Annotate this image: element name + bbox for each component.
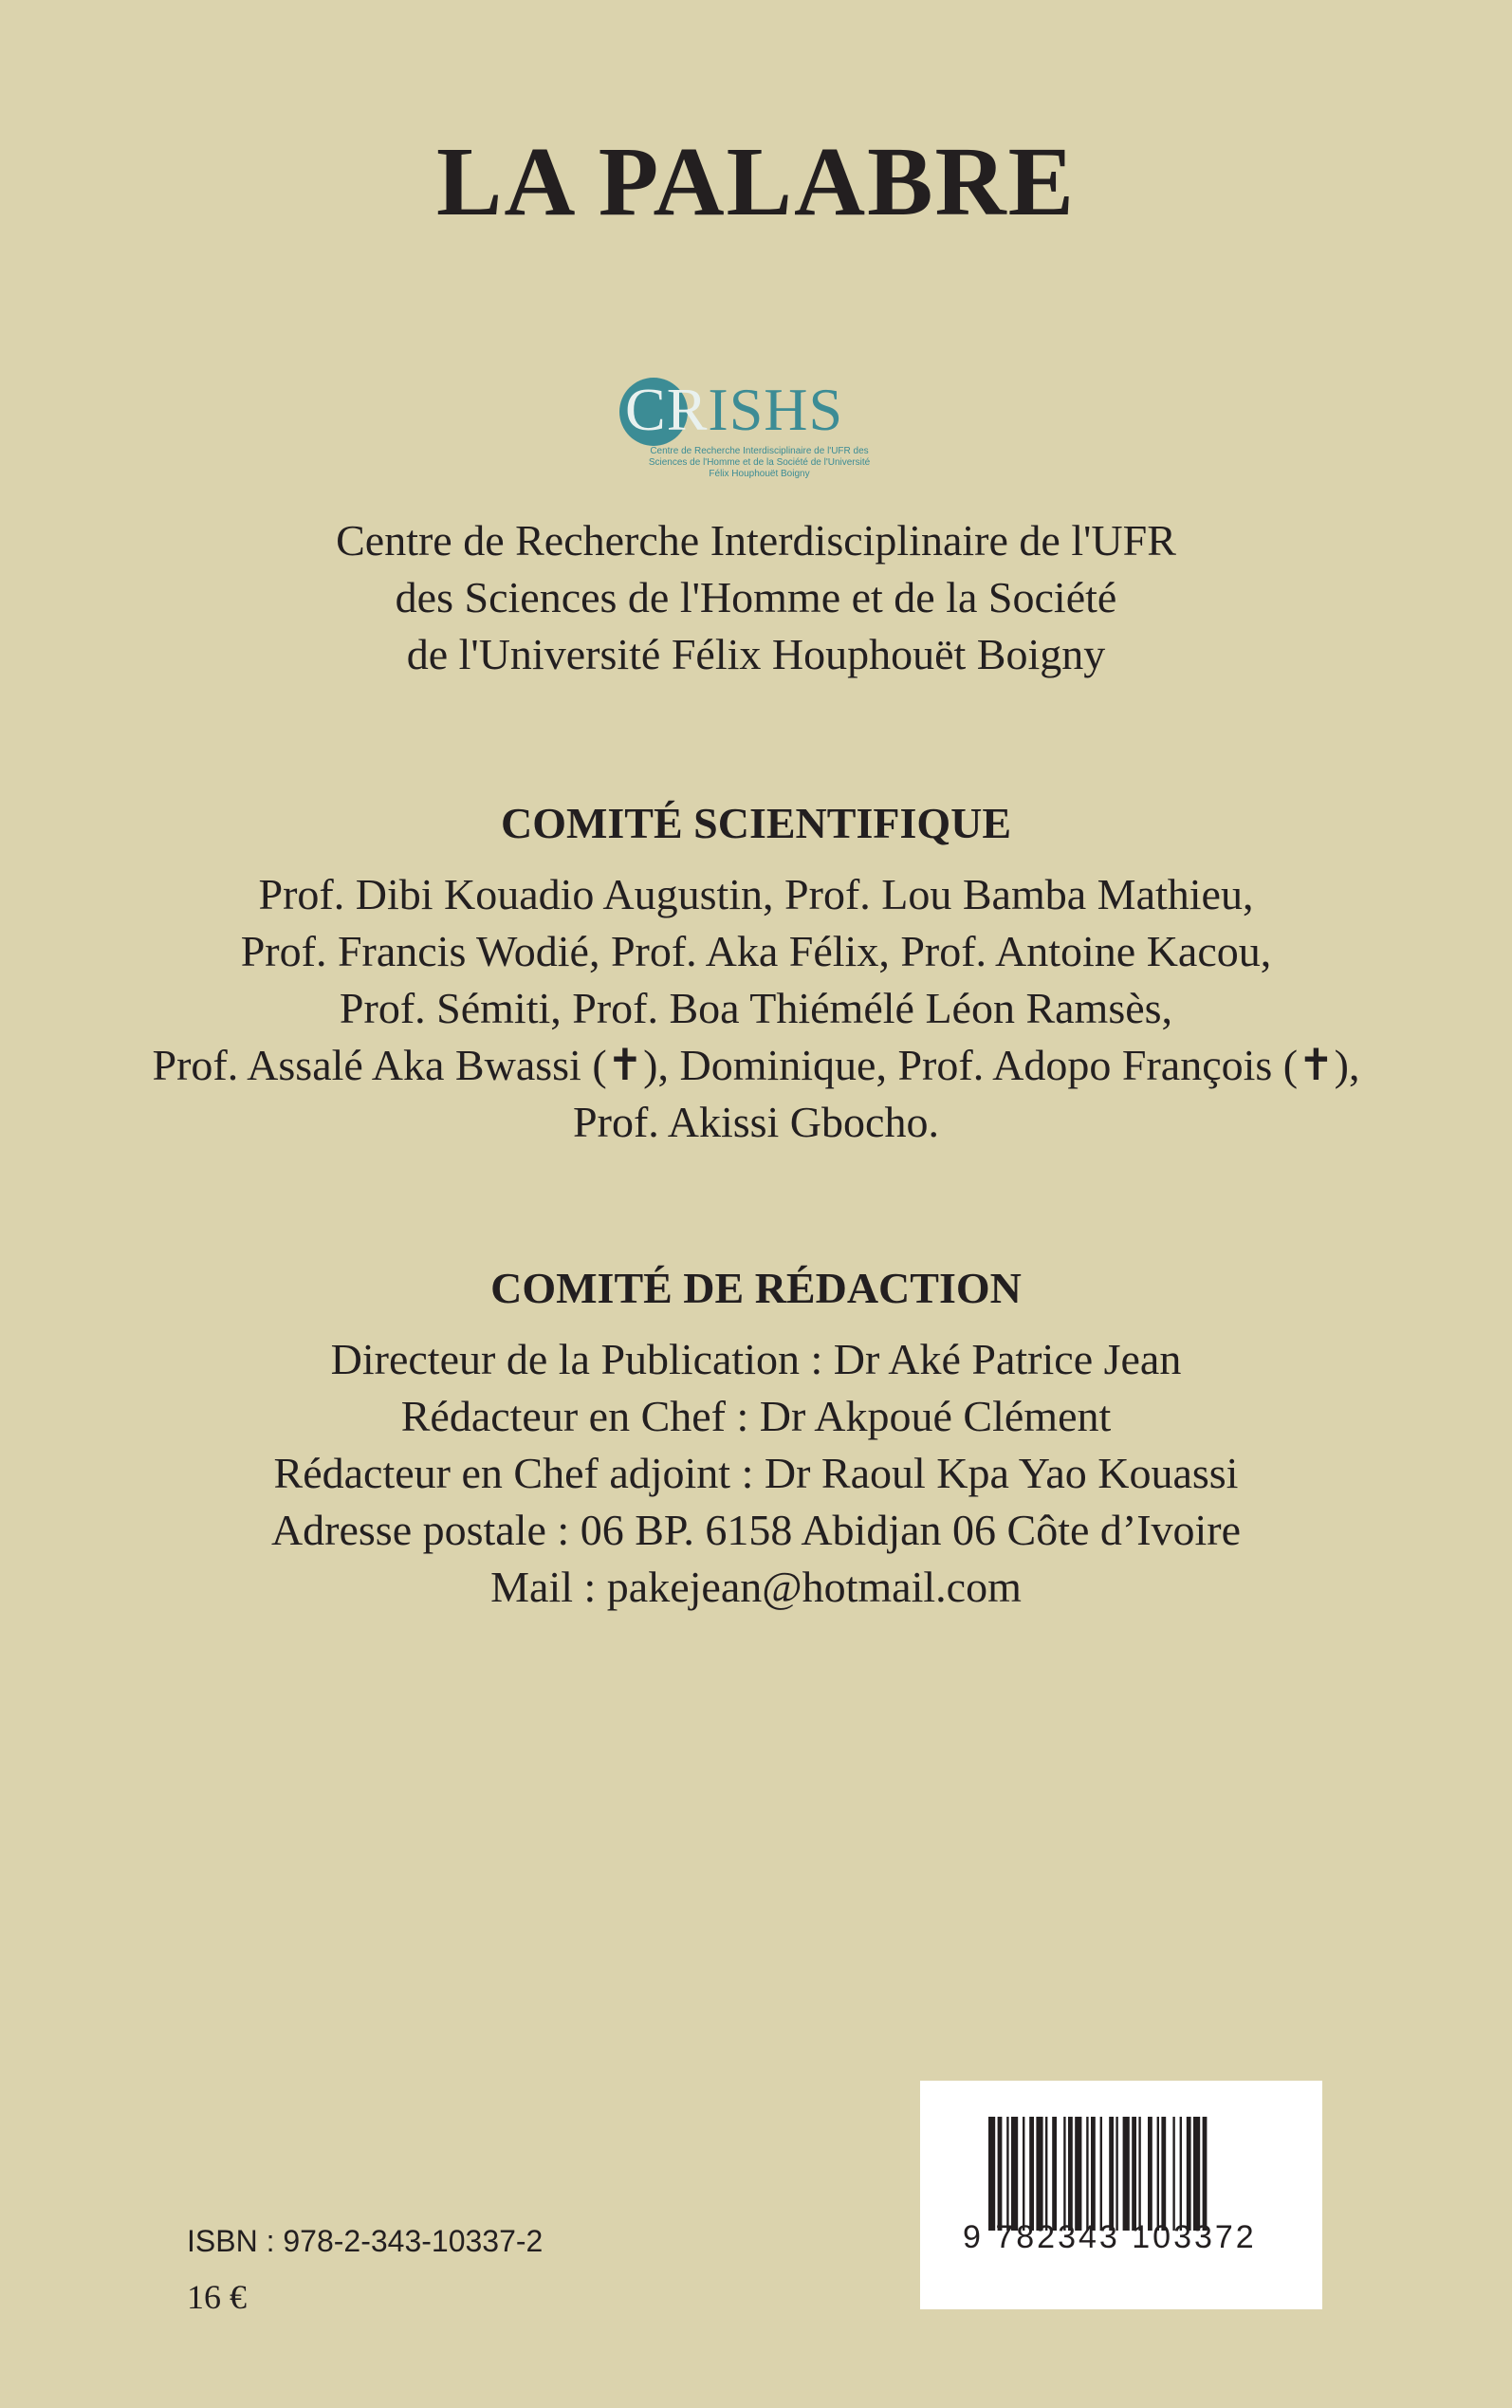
barcode-bar	[1123, 2117, 1130, 2231]
barcode-bar	[1100, 2117, 1102, 2231]
barcode-bar	[1116, 2117, 1117, 2231]
centre-line: des Sciences de l'Homme et de la Société	[395, 573, 1117, 621]
barcode-bar	[1157, 2117, 1159, 2231]
price: 16 €	[187, 2278, 247, 2316]
centre-line: Centre de Recherche Interdisciplinaire de l'UFR	[336, 516, 1176, 565]
member-line: Prof. Akissi Gbocho.	[573, 1098, 939, 1146]
barcode-bar	[1187, 2117, 1191, 2231]
barcode	[920, 2081, 1322, 2309]
isbn: ISBN : 978-2-343-10337-2	[187, 2224, 544, 2258]
barcode-bars	[988, 2117, 1263, 2231]
redaction-line: Rédacteur en Chef adjoint : Dr Raoul Kpa Yao Kouassi	[273, 1449, 1239, 1497]
barcode-bar	[1068, 2117, 1073, 2231]
barcode-bar	[1075, 2117, 1081, 2231]
barcode-digits: 9 782343 103372	[963, 2219, 1257, 2255]
barcode-bar	[1029, 2117, 1034, 2231]
barcode-bar	[1091, 2117, 1096, 2231]
page-title: LA PALABRE	[436, 127, 1076, 236]
logo-subtitle: Centre de Recherche Interdisciplinaire de l'UFR des Sciences de l'Homme et de la Société de l'Université Félix Houphouët Boigny	[648, 446, 871, 479]
crishs-logo	[619, 378, 894, 490]
member-line: Prof. Assalé Aka Bwassi (✝), Dominique, Prof. Adopo François (✝),	[152, 1041, 1360, 1089]
member-line: Prof. Sémiti, Prof. Boa Thiémélé Léon Ramsès,	[339, 984, 1173, 1032]
member-line: Prof. Dibi Kouadio Augustin, Prof. Lou Bamba Mathieu,	[258, 870, 1254, 918]
barcode-bar	[1023, 2117, 1024, 2231]
barcode-bar	[1052, 2117, 1057, 2231]
barcode-bar	[998, 2117, 1003, 2231]
barcode-bar	[1109, 2117, 1114, 2231]
redaction-line: Directeur de la Publication : Dr Aké Patrice Jean	[330, 1335, 1182, 1383]
barcode-bar	[1203, 2117, 1208, 2231]
redaction-line: Mail : pakejean@hotmail.com	[490, 1563, 1022, 1611]
centre-line: de l'Université Félix Houphouët Boigny	[406, 630, 1106, 678]
comite-redaction-details	[0, 1331, 1512, 1616]
barcode-bar	[1172, 2117, 1174, 2231]
comite-scientifique-members	[0, 866, 1512, 1151]
logo-wordmark: CRISHS	[625, 376, 844, 443]
barcode-bar	[1036, 2117, 1042, 2231]
barcode-bar	[1193, 2117, 1200, 2231]
barcode-bar	[1086, 2117, 1088, 2231]
barcode-bar	[1011, 2117, 1018, 2231]
comite-redaction-heading: COMITÉ DE RÉDACTION	[490, 1264, 1022, 1312]
barcode-bar	[1148, 2117, 1152, 2231]
member-line: Prof. Francis Wodié, Prof. Aka Félix, Prof. Antoine Kacou,	[240, 927, 1272, 975]
redaction-line: Adresse postale : 06 BP. 6158 Abidjan 06 Côte d’Ivoire	[270, 1506, 1242, 1554]
barcode-bar	[1180, 2117, 1182, 2231]
barcode-bar	[1161, 2117, 1166, 2231]
barcode-bar	[1006, 2117, 1008, 2231]
barcode-bar	[1132, 2117, 1136, 2231]
barcode-bar	[1063, 2117, 1065, 2231]
redaction-line: Rédacteur en Chef : Dr Akpoué Clément	[400, 1392, 1112, 1440]
barcode-bar	[1138, 2117, 1140, 2231]
barcode-bar	[1045, 2117, 1047, 2231]
comite-scientifique-heading: COMITÉ SCIENTIFIQUE	[500, 799, 1012, 847]
barcode-bar	[988, 2117, 995, 2231]
centre-description	[0, 512, 1512, 683]
